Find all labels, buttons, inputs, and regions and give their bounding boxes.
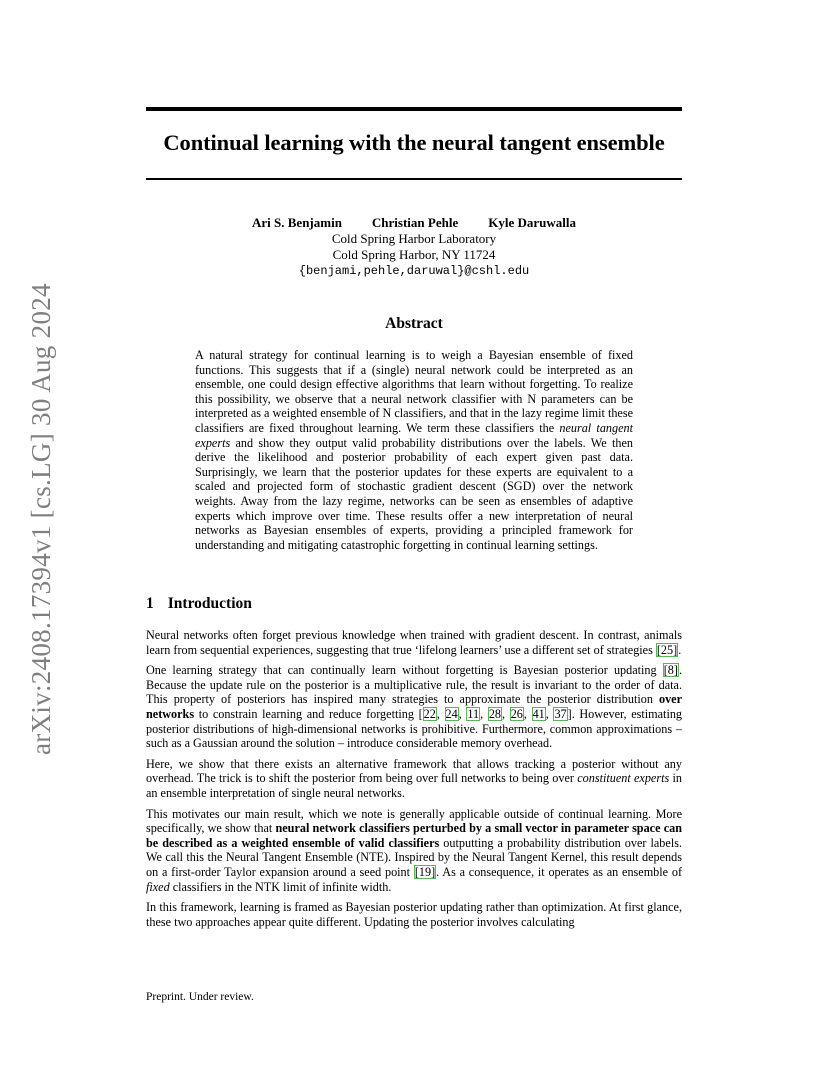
- text-run: Neural networks often forget previous knowledge when trained with gradient descent. In contrast, animals learn from sequential experiences, suggesting that true ‘lifelong learners’ use a different set of strategies: [146, 628, 682, 657]
- paragraph: [146, 628, 682, 657]
- bold-text: neural network classifiers perturbed by a small vector in parameter space can be described as a weighted ensemble of valid classifiers: [146, 821, 682, 850]
- abstract-text: [195, 348, 633, 552]
- text-run: . As a consequence, it operates as an ensemble of: [436, 864, 683, 879]
- text-run: . However, estimating posterior distributions of high-dimensional networks is prohibitive. Furthermore, common approximations – such as a Gaussian around the solution – introduce considerable memory overhead.: [146, 706, 683, 751]
- text-run: .: [678, 642, 682, 657]
- author-name: Christian Pehle: [371, 215, 459, 230]
- citation-link[interactable]: [19]: [414, 864, 436, 879]
- emphasis-text: fixed: [146, 879, 170, 894]
- citation-link[interactable]: 24: [445, 706, 458, 721]
- paper-title: Continual learning with the neural tangent ensemble: [163, 130, 665, 155]
- title-rule-bottom: [146, 178, 682, 180]
- text-run: One learning strategy that can continually learn without forgetting is Bayesian posterior updating: [146, 663, 663, 678]
- citation-link[interactable]: 28: [488, 706, 501, 721]
- citation-link[interactable]: 37: [554, 706, 567, 721]
- affiliation: Cold Spring Harbor Laboratory: [331, 231, 497, 246]
- paragraph: One learning strategy that can continually learn without forgetting is Bayesian posterior updating [8]. Because the update rule on the posterior is a multiplicative rule, the result is invariant to the order of data. This property of posteriors has inspired many strategies to approximate the posterior distribution over networks to constrain learning and reduce forgetting [22, 24, 11, 28, 26, 41, 37]. However, estimating posterior distributions of high-dimensional networks is prohibitive. Furthermore, common approximations – such as a Gaussian around the solution – introduce considerable memory overhead.: [146, 663, 683, 751]
- text-run: This motivates our main result, which we note is generally applicable outside of continual learning. More specifically, we show that: [146, 806, 682, 836]
- author-name: Ari S. Benjamin: [252, 215, 342, 230]
- text-run: Here, we show that there exists an alternative framework that allows tracking a posterior without any overhead. The trick is to shift the posterior from being over full networks to being over: [146, 756, 682, 786]
- citation-link[interactable]: 26: [510, 706, 523, 721]
- section-title: Introduction: [167, 595, 252, 612]
- text-run: to constrain learning and reduce forgetting: [194, 706, 419, 721]
- text-run: . Because the update rule on the posterior is a multiplicative rule, the result is invariant to the order of data. This property of posteriors has inspired many strategies to approximate the posterior distribution: [146, 663, 682, 707]
- text-run: outputting a probability distribution over labels. We call this the Neural Tangent Ensemble (NTE). Inspired by the Neural Tangent Kernel, this result depends on a first-order Taylor expansion around a seed point: [146, 835, 682, 879]
- section-number: 1: [146, 595, 154, 612]
- citation-link[interactable]: [8]: [663, 663, 678, 678]
- paragraph: [146, 807, 682, 895]
- citation-link[interactable]: 41: [532, 706, 545, 721]
- text-run: classifiers in the NTK limit of infinite width.: [169, 879, 392, 894]
- author-block: [146, 215, 682, 279]
- email[interactable]: {benjami,pehle,daruwal}@cshl.edu: [298, 264, 530, 278]
- citation-link[interactable]: 22: [423, 706, 436, 721]
- text-run: in an ensemble interpretation of single neural networks.: [146, 771, 682, 800]
- emphasis-text: constituent experts: [577, 771, 670, 786]
- citation-link[interactable]: 11: [467, 706, 480, 721]
- arxiv-stamp: arXiv:2408.17394v1 [cs.LG] 30 Aug 2024: [26, 283, 56, 755]
- paragraph: In this framework, learning is framed as Bayesian posterior updating rather than optimization. At first glance, these two approaches appear quite different. Updating the posterior involves calculating: [146, 900, 682, 929]
- abstract-part: and show they output valid probability distributions over the labels. We then derive the likelihood and posterior probability of each expert given past data. Surprisingly, we learn that the posterior updates for these experts are equivalent to a scaled and projected form of stochastic gradient descent (SGD) over the network weights. Away from the lazy regime, networks can be seen as ensembles of adaptive experts which improve over time. These results offer a new interpretation of neural networks as Bayesian ensembles of experts, providing a principled framework for understanding and mitigating catastrophic forgetting in continual learning settings.: [195, 435, 633, 552]
- citation-link[interactable]: [25]: [656, 642, 678, 657]
- paragraph: [146, 757, 682, 801]
- abstract-part: A natural strategy for continual learning is to weigh a Bayesian ensemble of fixed functions. This suggests that if a (single) neural network could be interpreted as an ensemble, one could design effective algorithms that learn without forgetting. To realize this possibility, we observe that a neural network classifier with N parameters can be interpreted as a weighted ensemble of N classifiers, and that in the lazy regime limit these classifiers are fixed throughout learning. We term these classifiers the: [195, 348, 633, 435]
- title-rule-top: [146, 107, 682, 111]
- abstract-emphasis: neural tangent experts: [195, 420, 633, 450]
- footer-note: Preprint. Under review.: [146, 991, 254, 1003]
- author-name: Kyle Daruwalla: [488, 215, 576, 230]
- address: Cold Spring Harbor, NY 11724: [332, 247, 496, 262]
- body-text: [146, 628, 682, 935]
- bold-text: over networks: [146, 692, 682, 721]
- abstract-heading: Abstract: [385, 315, 443, 332]
- author-names: [146, 215, 682, 231]
- section-heading: [146, 595, 252, 613]
